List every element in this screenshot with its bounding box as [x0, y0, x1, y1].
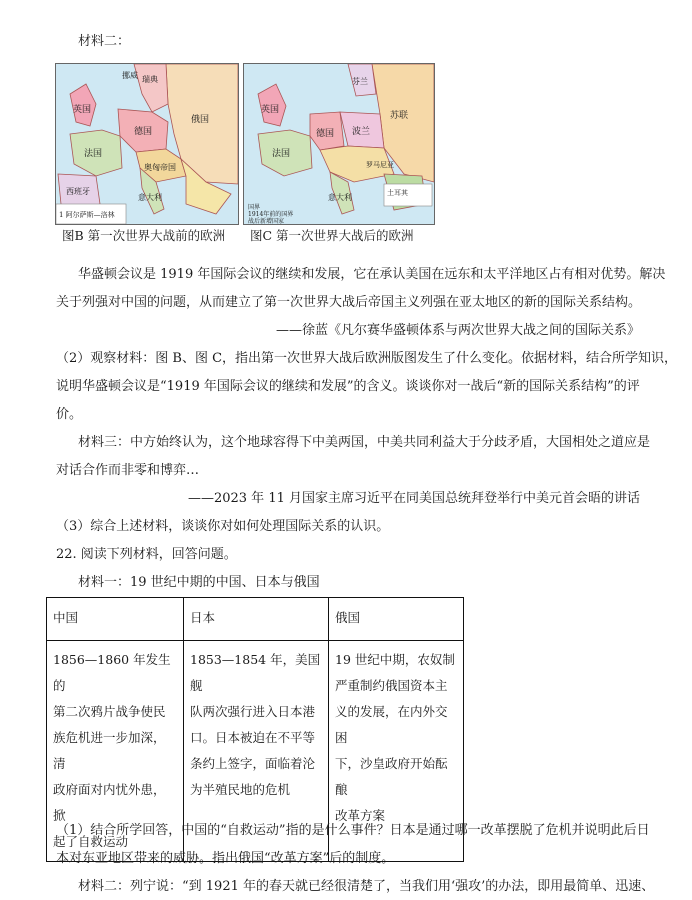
map-c-legend-border: 国界 — [248, 204, 261, 211]
question2-line3: 价。 — [56, 407, 83, 422]
map-c-label-romania: 罗马尼亚 — [366, 161, 394, 169]
map-b-label-austria-hungary: 奥匈帝国 — [144, 163, 176, 172]
table-cell-japan: 1853—1854 年，美国舰 队两次强行进入日本港 口。日本被迫在不平等 条约上签字，面临着沦 为半殖民地的危机 — [184, 641, 329, 862]
material2-heading: 材料二： — [78, 34, 131, 49]
question3: （3）综合上述材料，谈谈你对如何处理国际关系的认识。 — [56, 519, 390, 534]
map-b-label-spain: 西班牙 — [66, 187, 90, 196]
map-c-label-britain: 英国 — [261, 105, 280, 115]
material2-lenin-line: 材料二：列宁说：“到 1921 年的春天就已经很清楚了，当我们用‘强攻’的办法，即用最简单、迅速、 — [78, 879, 655, 894]
question2-line1: （2）观察材料：图 B、图 C，指出第一次世界大战后欧洲版图发生了什么变化。依据材料，结合所学知识， — [56, 351, 678, 366]
map-b-legend: 1 阿尔萨斯—洛林 — [59, 211, 115, 219]
material3-line2: 对话合作而非零和博弈… — [56, 463, 200, 478]
material2-text-line2: 关于列强对中国的问题，从而建立了第一次世界大战后帝国主义列强在亚太地区的新的国际关系结构。 — [56, 295, 642, 310]
map-c-label-poland: 波兰 — [352, 127, 371, 137]
map-b-caption: 图B 第一次世界大战前的欧洲 — [62, 228, 226, 243]
material2-source: ——徐蓝《凡尔赛华盛顿体系与两次世界大战之间的国际关系》 — [275, 323, 640, 338]
map-b-label-germany: 德国 — [134, 127, 153, 137]
map-c-legend-prewar-border: 1914年前的国界 — [248, 211, 294, 218]
map-b-label-italy: 意大利 — [138, 193, 162, 202]
table-header-japan: 日本 — [184, 598, 329, 641]
map-c-label-ussr: 苏联 — [390, 111, 409, 121]
map-b-label-norway: 挪威 — [122, 71, 138, 80]
question2-line2: 说明华盛顿会议是“1919 年国际会议的继续和发展”的含义。谈谈你对一战后“新的国际关系结构”的评 — [56, 379, 640, 394]
map-c-label-finland: 芬兰 — [352, 77, 368, 86]
map-c-europe-after-ww1 — [243, 63, 435, 225]
material1-heading: 材料一：19 世纪中期的中国、日本与俄国 — [78, 575, 320, 590]
map-c-legend-new-states: 战后新增国家 — [248, 218, 285, 225]
question22-heading: 22. 阅读下列材料，回答问题。 — [56, 547, 237, 562]
map-c-label-germany: 德国 — [316, 129, 335, 139]
map-b-europe-before-ww1 — [55, 63, 239, 225]
map-c-label-turkey: 土耳其 — [387, 189, 408, 197]
map-c-label-italy: 意大利 — [328, 193, 352, 202]
table-header-china: 中国 — [47, 598, 184, 641]
material3-source: ——2023 年 11 月国家主席习近平在同美国总统拜登举行中美元首会晤的讲话 — [187, 491, 640, 506]
table-cell-russia: 19 世纪中期，农奴制 严重制约俄国资本主 义的发展，在内外交困 下，沙皇政府开始酝酿 改革方案 — [329, 641, 464, 862]
question1-line1: （1）结合所学回答，中国的“自救运动”指的是什么事件？日本是通过哪一改革摆脱了危机并说明此后日 — [56, 823, 650, 838]
table-cell-china: 1856—1860 年发生的 第二次鸦片战争使民 族危机进一步加深，清 政府面对内忧外患，掀 起了自救运动 — [47, 641, 184, 862]
table-header-russia: 俄国 — [329, 598, 464, 641]
material3-line1: 材料三：中方始终认为，这个地球容得下中美两国，中美共同利益大于分歧矛盾，大国相处之道应是 — [78, 435, 651, 450]
map-b-label-sweden: 瑞典 — [142, 75, 158, 84]
material2-text-line1: 华盛顿会议是 1919 年国际会议的继续和发展，它在承认美国在远东和太平洋地区占有相对优势。解决 — [78, 267, 666, 282]
map-c-caption: 图C 第一次世界大战后的欧洲 — [250, 228, 414, 243]
map-b-label-russia: 俄国 — [191, 115, 210, 125]
map-c-label-france: 法国 — [272, 149, 291, 159]
question1-line2: 本对东亚地区带来的威胁。指出俄国“改革方案”后的制度。 — [56, 851, 395, 866]
table-header-row — [47, 598, 464, 641]
map-b-label-france: 法国 — [84, 149, 103, 159]
map-b-label-britain: 英国 — [73, 105, 92, 115]
